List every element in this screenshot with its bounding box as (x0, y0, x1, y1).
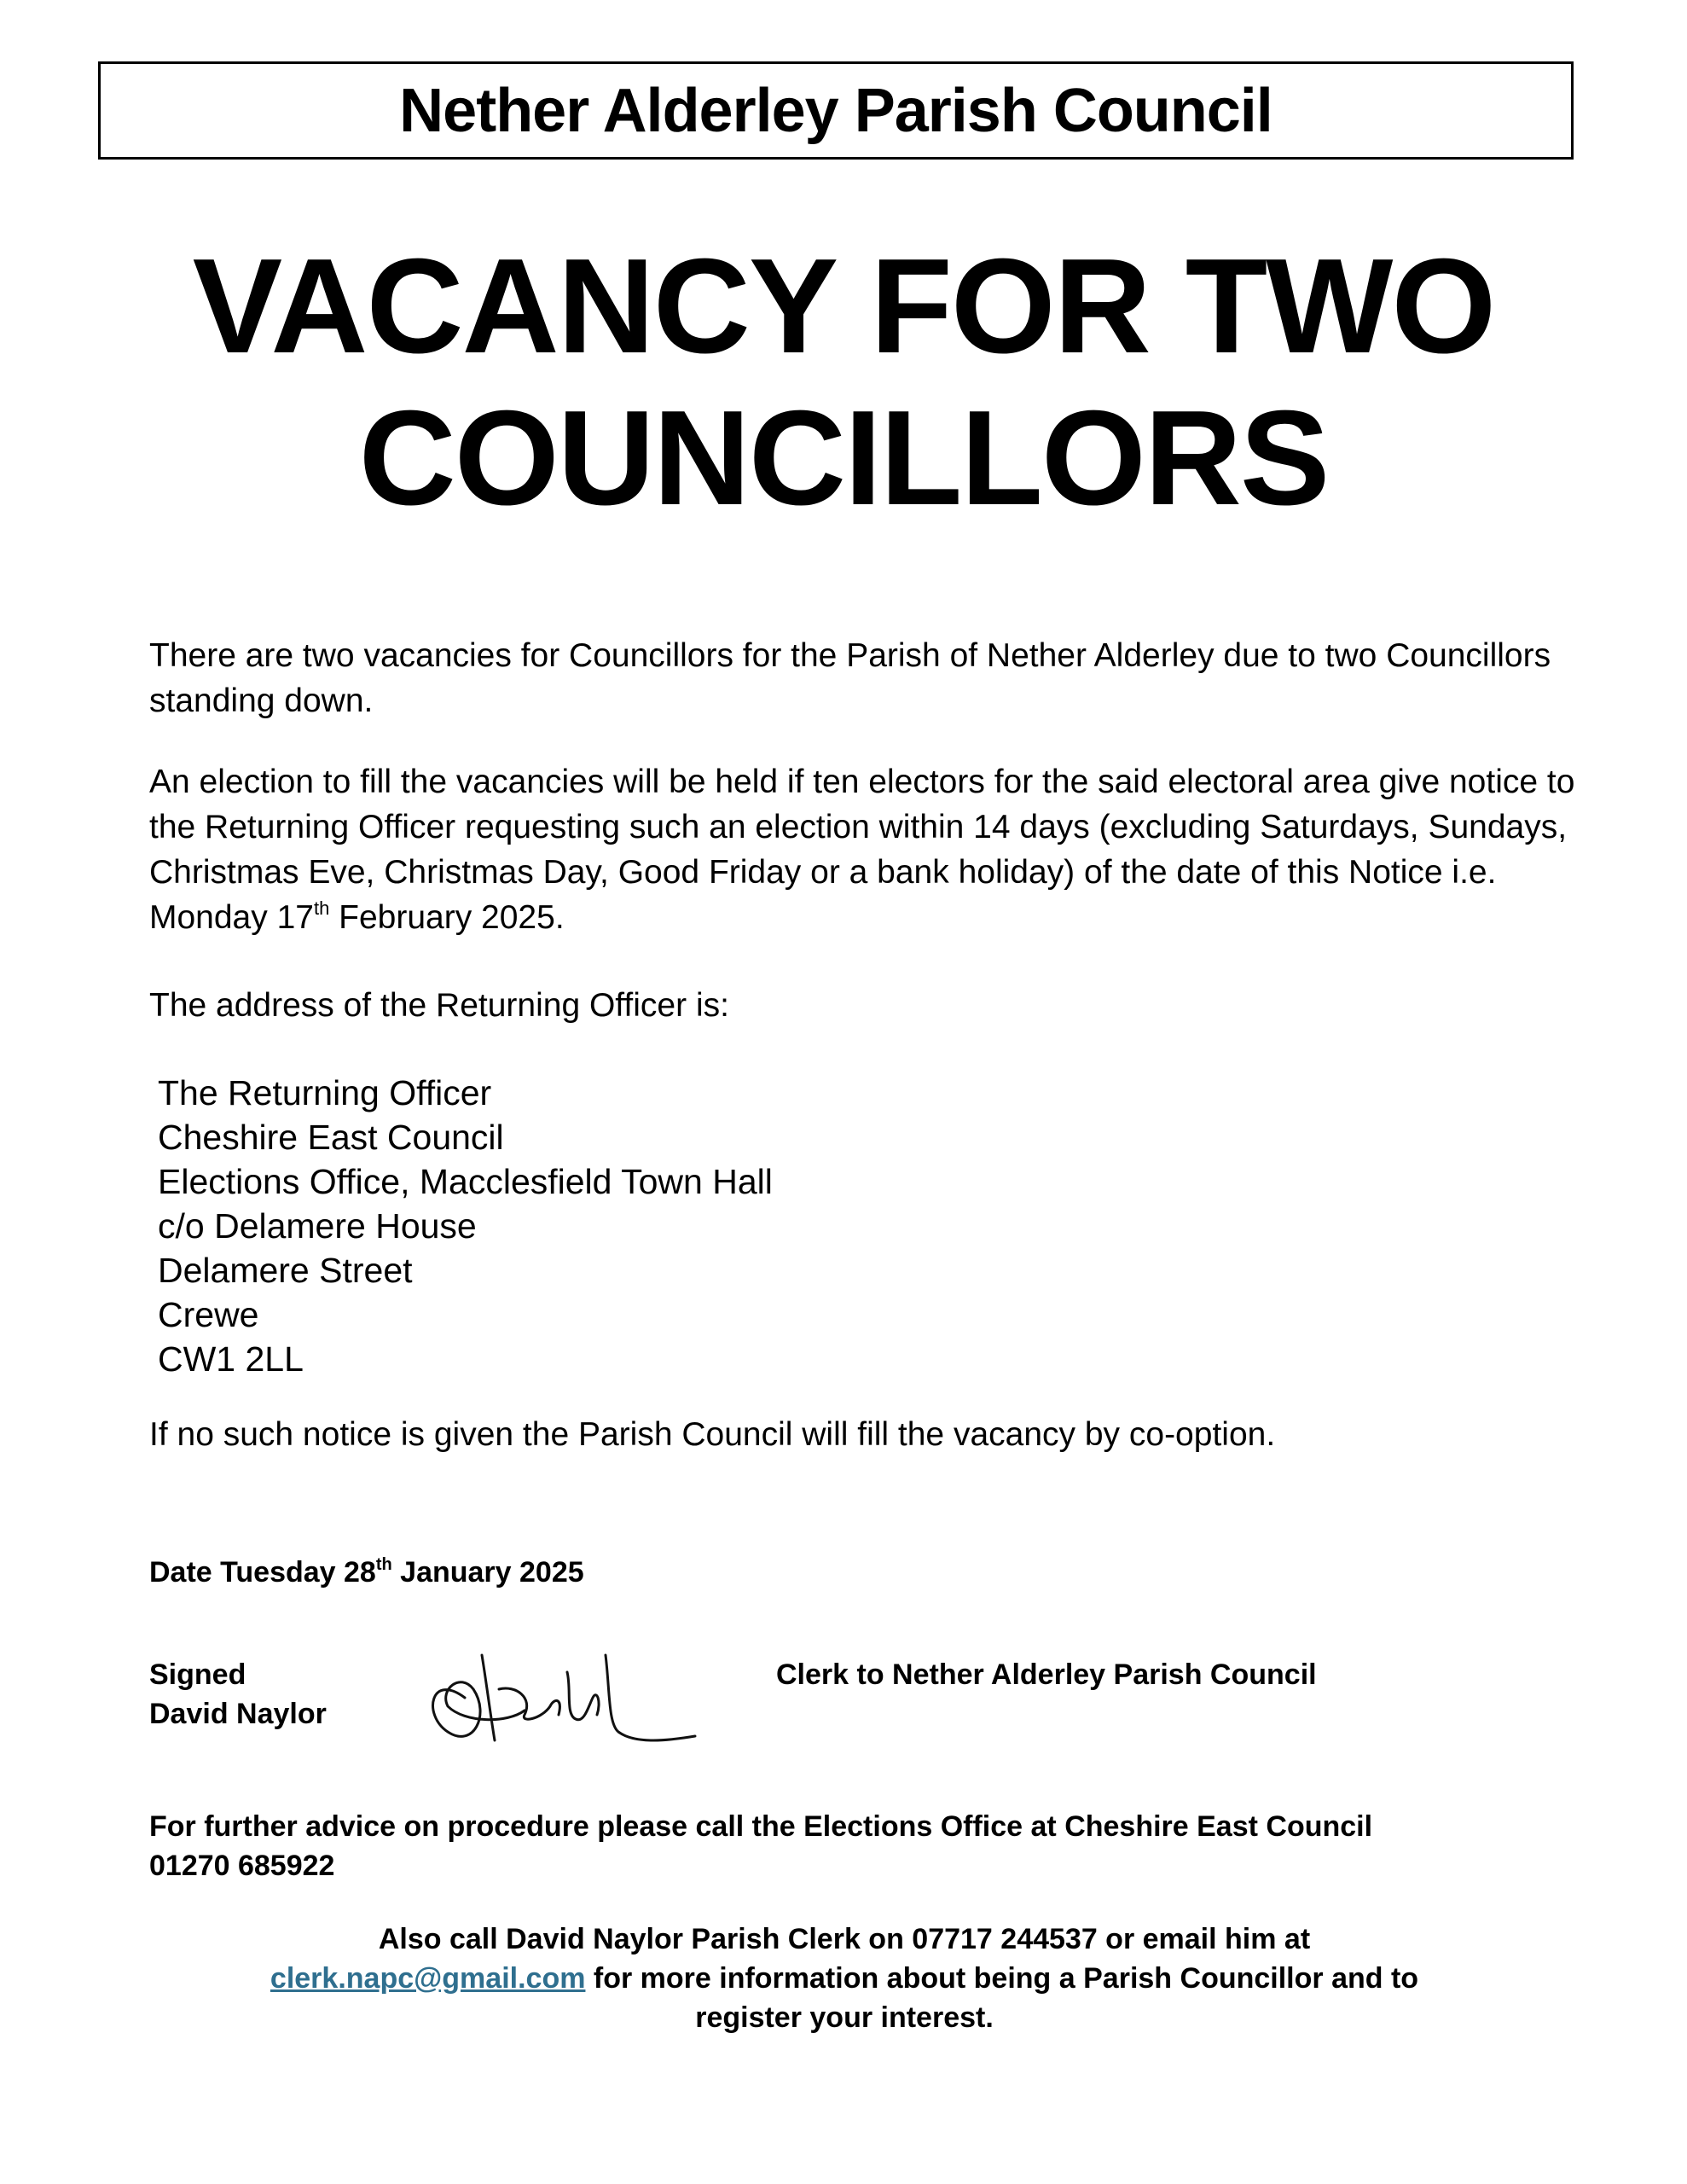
contact-paragraph (162, 1920, 1527, 2037)
election-text: An election to fill the vacancies will be held if ten electors for the said electoral area give notice to the Returning Officer requesting such an election within 14 days (excluding Saturdays, Sundays, Christmas Eve, Christmas Day, Good Friday or a bank holiday) of the date of this Notice i.e. Monday 17 (149, 764, 1575, 936)
election-date-suffix: th (313, 897, 330, 919)
council-name: Nether Alderley Parish Council (399, 76, 1272, 145)
signature-image (414, 1638, 704, 1757)
advice-phone: 01270 685922 (149, 1850, 335, 1882)
address-line: The Returning Officer (158, 1073, 492, 1112)
headline-line-1: VACANCY FOR TWO (192, 231, 1495, 381)
address-line: Delamere Street (158, 1251, 413, 1290)
contact-line-2 (162, 1959, 1527, 1998)
signed-label: Signed (149, 1658, 246, 1691)
address-line: Crewe (158, 1295, 259, 1334)
contact-line-3: register your interest. (695, 2001, 994, 2034)
election-paragraph (149, 759, 1582, 940)
returning-officer-address (158, 1071, 773, 1381)
intro-paragraph: There are two vacancies for Councillors for the Parish of Nether Alderley due to two Councillors standing down. (149, 637, 1551, 719)
address-line: c/o Delamere House (158, 1206, 477, 1246)
date-text: Date Tuesday 28 (149, 1556, 376, 1589)
address-line: CW1 2LL (158, 1339, 304, 1379)
headline (0, 230, 1687, 534)
email-link[interactable]: clerk.napc@gmail.com (270, 1962, 586, 1995)
headline-line-2: COUNCILLORS (358, 383, 1329, 533)
address-line: Cheshire East Council (158, 1118, 504, 1157)
notice-date (149, 1553, 584, 1592)
address-intro: The address of the Returning Officer is: (149, 987, 729, 1024)
cooption-paragraph: If no such notice is given the Parish Council will fill the vacancy by co-option. (149, 1416, 1276, 1453)
advice-line: For further advice on procedure please call the Elections Office at Cheshire East Council (149, 1810, 1373, 1843)
signer-name: David Naylor (149, 1698, 327, 1730)
election-text-end: February 2025. (329, 899, 565, 936)
contact-line-2-text: for more information about being a Parish Councillor and to (585, 1962, 1419, 1995)
contact-line-1: Also call David Naylor Parish Clerk on 07717 244537 or email him at (378, 1923, 1311, 1955)
date-text-end: January 2025 (391, 1556, 584, 1589)
date-suffix: th (375, 1555, 392, 1574)
clerk-role: Clerk to Nether Alderley Parish Council (776, 1658, 1317, 1691)
address-line: Elections Office, Macclesfield Town Hall (158, 1162, 773, 1201)
header-box (98, 61, 1574, 160)
